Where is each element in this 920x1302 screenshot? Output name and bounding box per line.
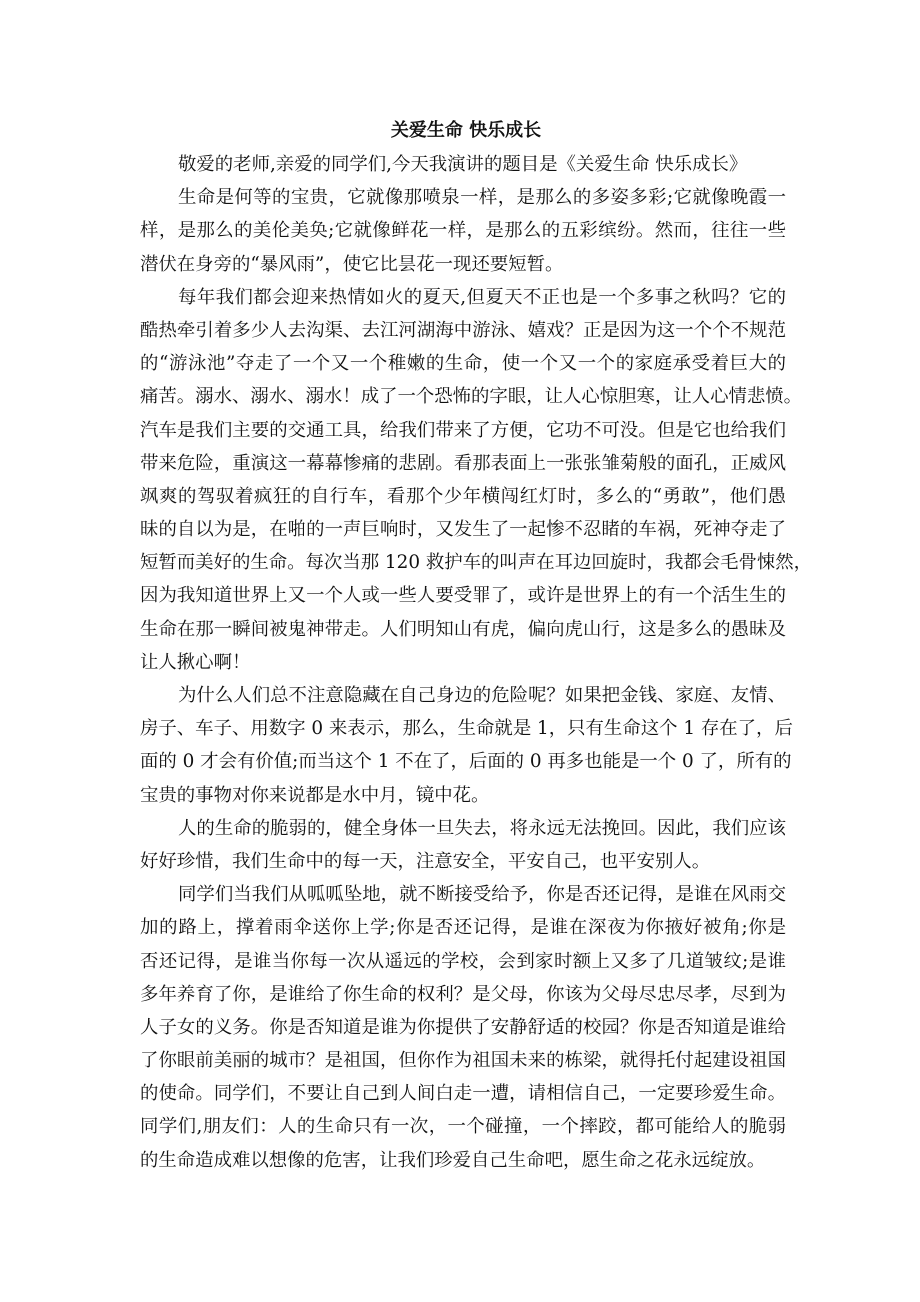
text-line: 敬爱的老师,亲爱的同学们,今天我演讲的题目是《关爱生命 快乐成长》 (178, 154, 748, 175)
paragraph-life-precious (140, 181, 786, 281)
text-line: 好好珍惜，我们生命中的每一天，注意安全，平安自己，也平安别人。 (140, 850, 711, 872)
text-line: 的使命。同学们，不要让自己到人间白走一遭，请相信自己，一定要珍爱生命。 (140, 1083, 786, 1105)
text-line: 人子女的义务。你是否知道是谁为你提供了安静舒适的校园？你是否知道是谁给 (140, 1016, 786, 1038)
text-line: 同学们,朋友们：人的生命只有一次，一个碰撞，一个摔跤，都可能给人的脆弱 (140, 1116, 786, 1138)
text-line: 房子、车子、用数字 0 来表示，那么，生命就是 1，只有生命这个 1 存在了，后 (140, 718, 793, 740)
paragraph-greeting (140, 148, 786, 181)
text-line: 多年养育了你，是谁给了你生命的权利？是父母，你该为父母尽忠尽孝，尽到为 (140, 983, 786, 1005)
text-line: 为什么人们总不注意隐藏在自己身边的危险呢？如果把金钱、家庭、友情、 (178, 685, 786, 706)
document-page (140, 116, 813, 1177)
document-title: 关爱生命 快乐成长 (390, 120, 542, 141)
text-line: 面的 0 才会有价值;而当这个 1 不在了，后面的 0 再多也能是一个 0 了，所有的 (140, 751, 792, 773)
text-line: 飒爽的驾驭着疯狂的自行车，看那个少年横闯红灯时，多么的“勇敢”，他们愚 (140, 485, 786, 507)
text-line: 带来危险，重演这一幕幕惨痛的悲剧。看那表面上一张张雏菊般的面孔，正威风 (140, 452, 786, 474)
text-line: 宝贵的事物对你来说都是水中月，镜中花。 (140, 784, 490, 806)
text-line: 痛苦。溺水、溺水、溺水！成了一个恐怖的字眼，让人心惊胆寒，让人心情悲愤。 (140, 386, 803, 408)
paragraph-dangers (140, 281, 813, 679)
text-line: 否还记得，是谁当你每一次从遥远的学校，会到家时额上又多了几道皱纹;是谁 (140, 950, 786, 972)
text-line: 短暂而美好的生命。每次当那 120 救护车的叫声在耳边回旋时，我都会毛骨悚然， (140, 552, 813, 574)
text-line: 样，是那么的美伦美奂;它就像鲜花一样，是那么的五彩缤纷。然而，往往一些 (140, 220, 786, 242)
paragraph-fragile (140, 812, 786, 878)
text-line: 人的生命的脆弱的，健全身体一旦失去，将永远无法挽回。因此，我们应该 (178, 817, 786, 839)
text-line: 的“游泳池”夺走了一个又一个稚嫩的生命，使一个又一个的家庭承受着巨大的 (140, 353, 786, 375)
text-line: 昧的自以为是，在啪的一声巨响时，又发生了一起惨不忍睹的车祸，死神夺走了 (140, 519, 786, 541)
text-line: 了你眼前美丽的城市？是祖国，但你作为祖国未来的栋梁，就得托付起建设祖国 (140, 1050, 786, 1072)
text-line: 同学们当我们从呱呱坠地，就不断接受给予，你是否还记得，是谁在风雨交 (178, 884, 786, 906)
text-line: 潜伏在身旁的“暴风雨”，使它比昙花一现还要短暂。 (140, 253, 564, 275)
paragraph-life-is-one (140, 679, 793, 812)
text-line: 让人揪心啊！ (140, 651, 251, 673)
text-line: 因为我知道世界上又一个人或一些人要受罪了，或许是世界上的有一个活生生的 (140, 585, 786, 607)
text-line: 生命在那一瞬间被鬼神带走。人们明知山有虎，偏向虎山行，这是多么的愚昧及 (140, 618, 786, 640)
text-line: 每年我们都会迎来热情如火的夏天,但夏天不正也是一个多事之秋吗？它的 (178, 286, 786, 308)
text-line: 生命是何等的宝贵，它就像那喷泉一样，是那么的多姿多彩;它就像晚霞一 (178, 187, 786, 209)
text-line: 汽车是我们主要的交通工具，给我们带来了方便，它功不可没。但是它也给我们 (140, 419, 786, 441)
text-line: 酷热牵引着多少人去沟渠、去江河湖海中游泳、嬉戏？正是因为这一个个不规范 (140, 319, 786, 341)
text-line: 加的路上，撑着雨伞送你上学;你是否还记得，是谁在深夜为你掖好被角;你是 (140, 917, 786, 939)
paragraph-closing (140, 878, 786, 1177)
text-line: 的生命造成难以想像的危害，让我们珍爱自己生命吧，愿生命之花永远绽放。 (140, 1149, 766, 1171)
